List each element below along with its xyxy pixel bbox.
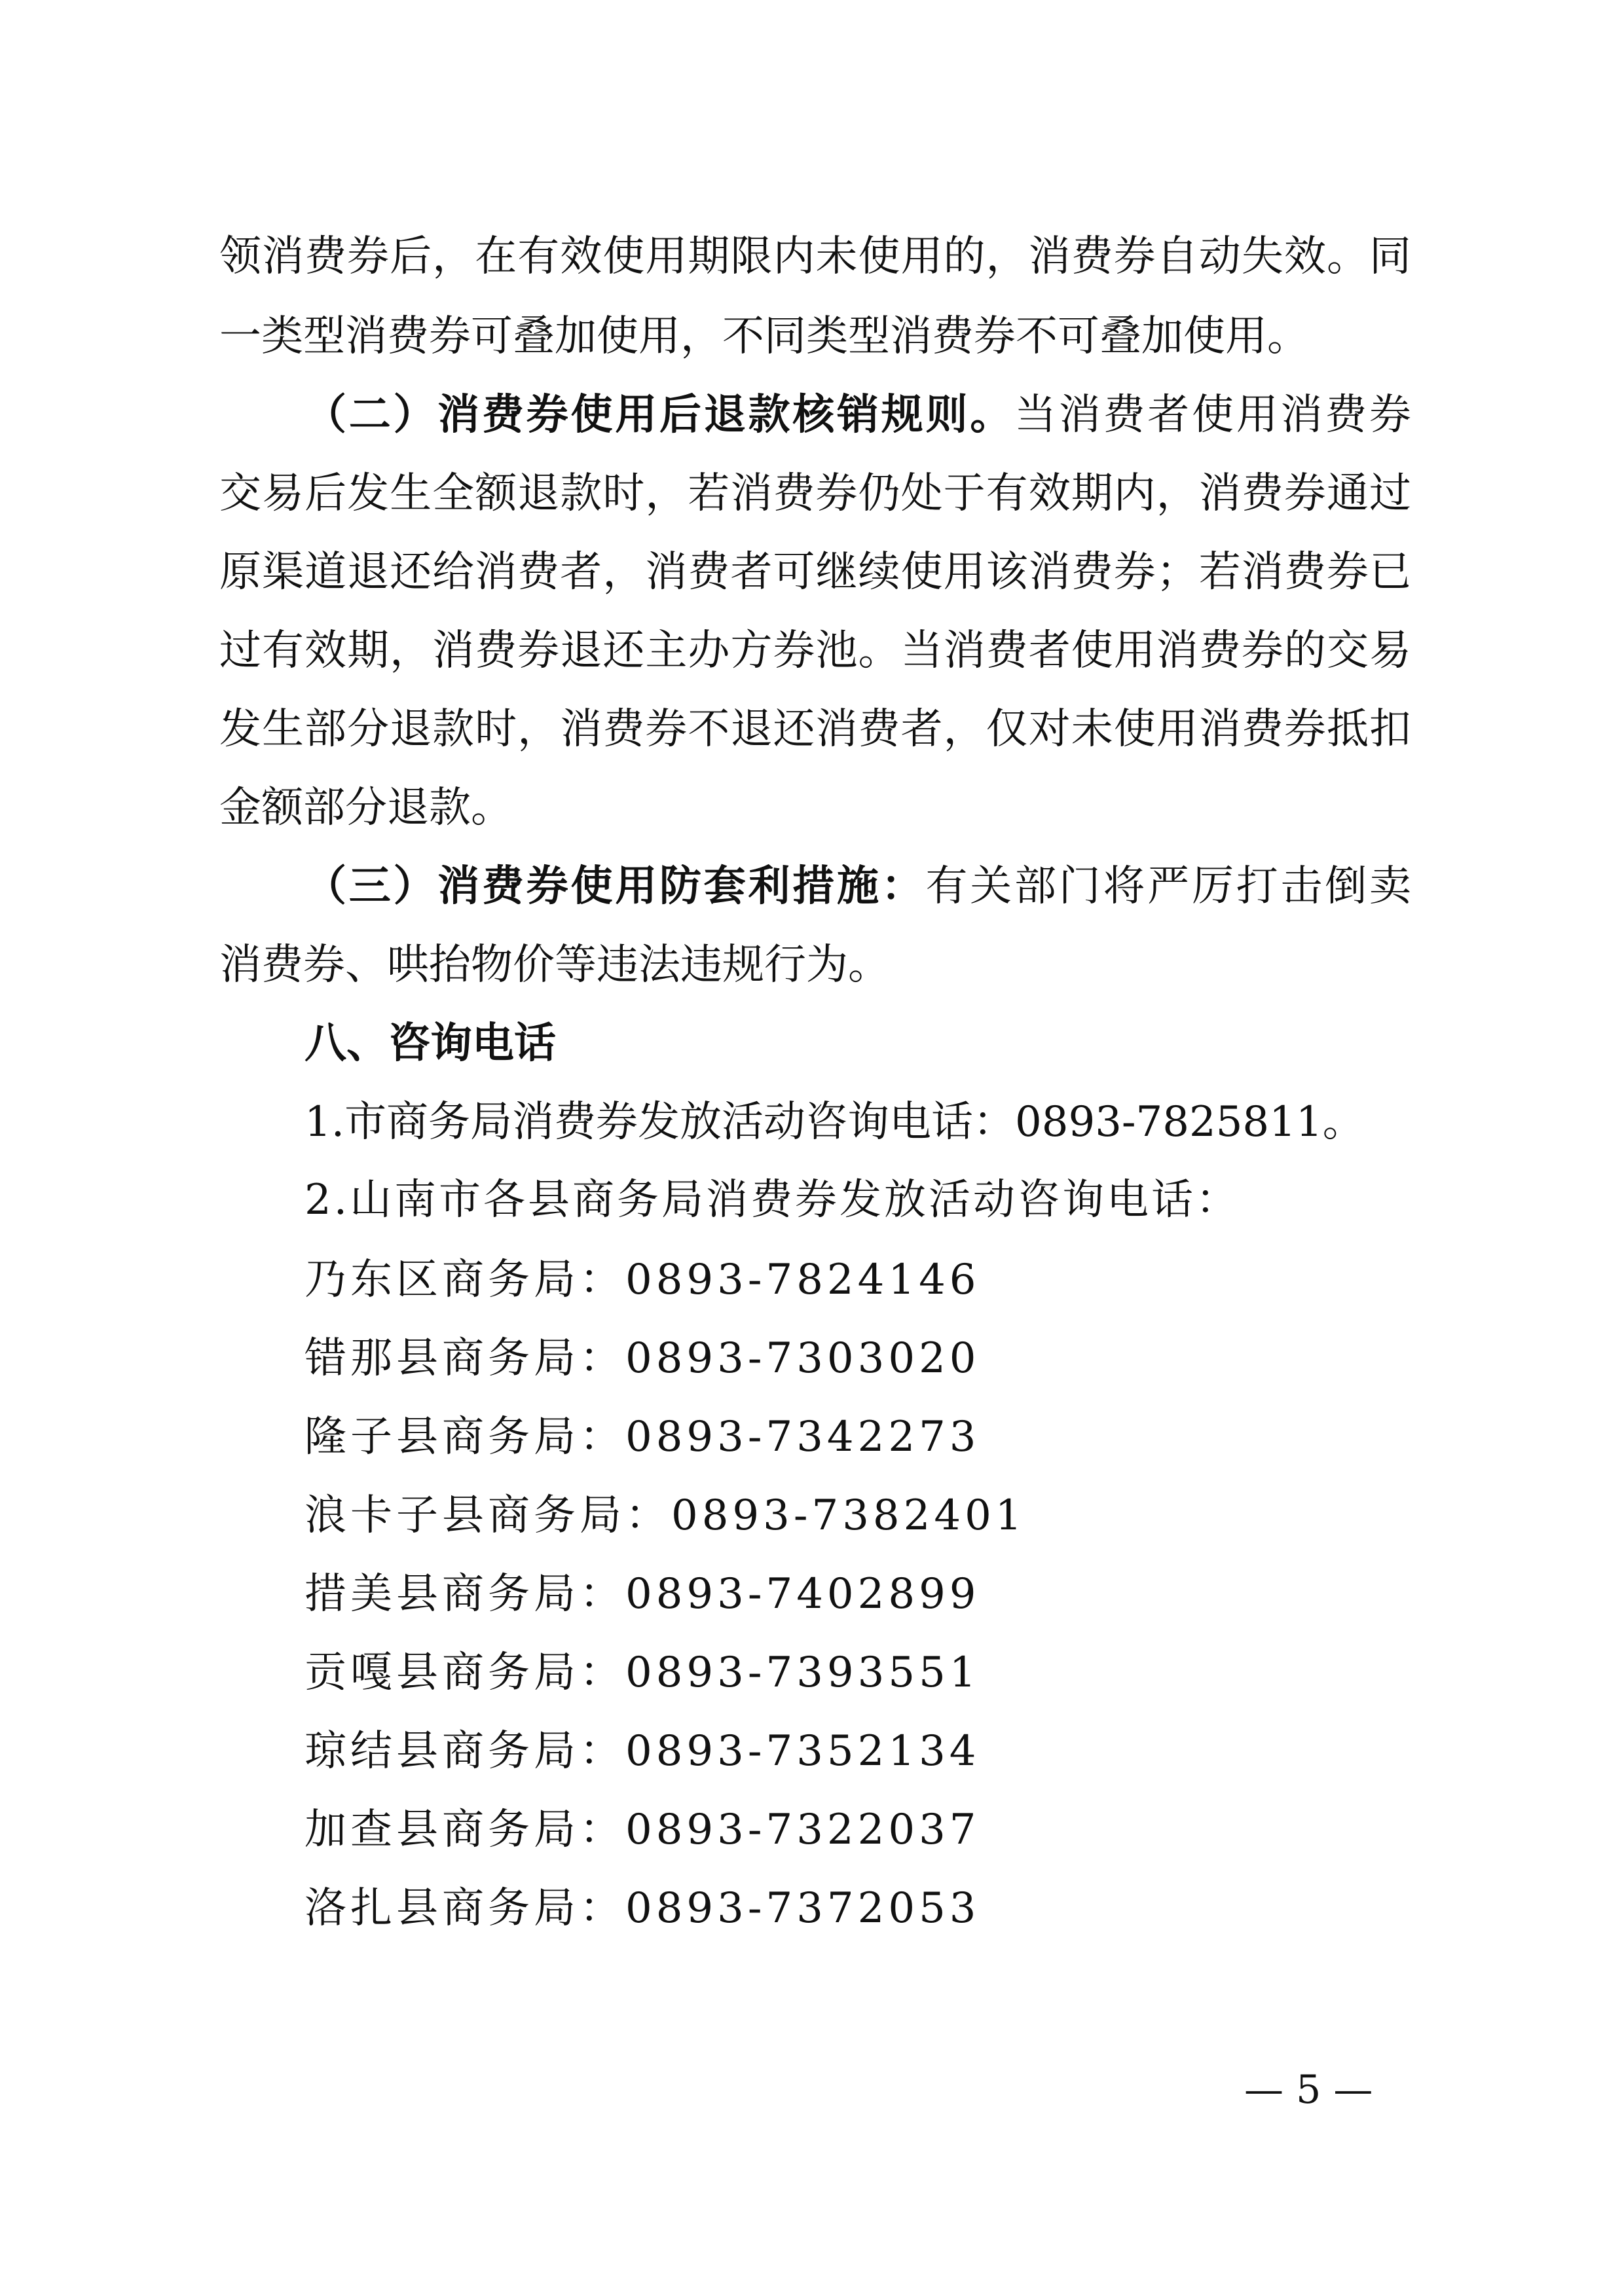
contact-line: 措美县商务局：0893-7402899 — [304, 1570, 980, 1619]
body-line: 一类型消费券可叠加使用，不同类型消费券不可叠加使用。 — [219, 312, 1309, 361]
contact-line: 隆子县商务局：0893-7342273 — [304, 1413, 980, 1462]
contact-line: 贡嘎县商务局：0893-7393551 — [304, 1649, 980, 1698]
body-line: 过有效期，消费券退还主办方券池。当消费者使用消费券的交易 — [219, 626, 1411, 675]
section-heading-consultation: 八、咨询电话 — [304, 1019, 556, 1068]
section-2-lead: （二）消费券使用后退款核销规则。 — [304, 390, 1014, 439]
body-line: 领消费券后，在有效使用期限内未使用的，消费券自动失效。同 — [219, 232, 1411, 281]
contact-line: 浪卡子县商务局：0893-7382401 — [304, 1491, 1026, 1540]
consult-item-2: 2.山南市各县商务局消费券发放活动咨询电话： — [304, 1176, 1241, 1225]
section-3-lead: （三）消费券使用防套利措施： — [304, 862, 926, 911]
section-2-first-rest: 当消费者使用消费券 — [1014, 390, 1411, 439]
body-line: 发生部分退款时，消费券不退还消费者，仅对未使用消费券抵扣 — [219, 704, 1411, 754]
section-3-first-rest: 有关部门将严厉打击倒卖 — [925, 862, 1411, 911]
body-line: 消费券、哄抬物价等违法违规行为。 — [219, 940, 890, 989]
contact-line: 琼结县商务局：0893-7352134 — [304, 1727, 980, 1776]
contact-line: 洛扎县商务局：0893-7372053 — [304, 1884, 980, 1933]
page-number: — 5 — — [1244, 2067, 1373, 2113]
contact-line: 错那县商务局：0893-7303020 — [304, 1334, 980, 1383]
body-line: 交易后发生全额退款时，若消费券仍处于有效期内，消费券通过 — [219, 469, 1411, 518]
section-2-first-line — [304, 389, 1411, 441]
contact-line: 加查县商务局：0893-7322037 — [304, 1806, 980, 1855]
contact-line: 乃东区商务局：0893-7824146 — [304, 1256, 980, 1305]
body-line: 金额部分退款。 — [219, 783, 513, 832]
consult-item-1: 1.市商务局消费券发放活动咨询电话：0893-7825811。 — [304, 1097, 1365, 1146]
section-3-first-line — [304, 860, 1411, 913]
body-line: 原渠道退还给消费者，消费者可继续使用该消费券；若消费券已 — [219, 547, 1411, 596]
